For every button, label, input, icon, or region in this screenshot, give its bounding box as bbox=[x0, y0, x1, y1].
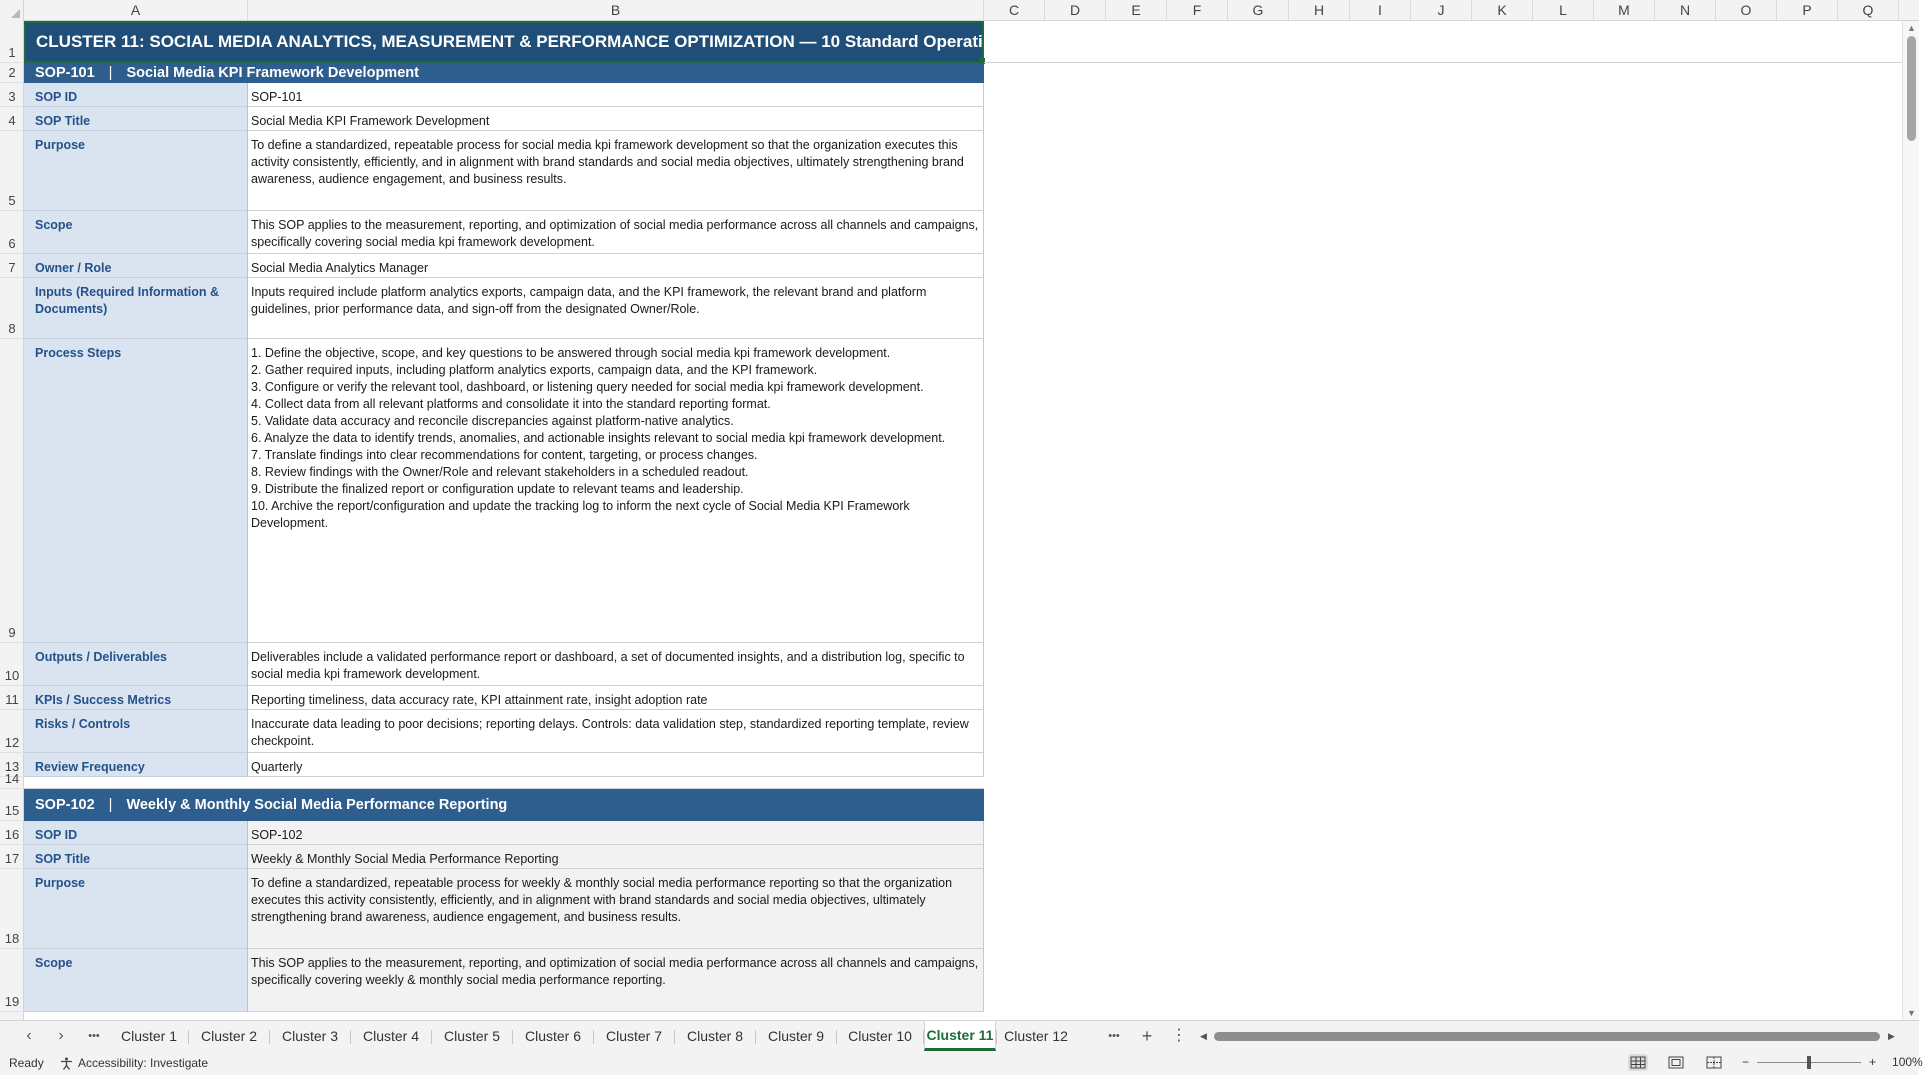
sheet-tab-cluster-12[interactable]: Cluster 12 bbox=[1004, 1028, 1068, 1044]
field-label-cell[interactable]: Process Steps bbox=[24, 339, 248, 643]
sop-field-row bbox=[24, 339, 984, 643]
row-number: 13 bbox=[4, 759, 20, 774]
field-label-cell[interactable]: Risks / Controls bbox=[24, 710, 248, 753]
row-number: 14 bbox=[4, 771, 20, 786]
sheet-tab-cluster-7[interactable]: Cluster 7 bbox=[605, 1028, 663, 1044]
field-value-cell[interactable]: Inputs required include platform analytics exports, campaign data, and the KPI framework, the relevant brand and platform guidelines, prior performance data, and sign-off from the designated Owner/Role. bbox=[248, 278, 984, 339]
field-label-cell[interactable]: Purpose bbox=[24, 869, 248, 949]
row-header-2[interactable] bbox=[0, 63, 24, 83]
row-header-3[interactable] bbox=[0, 83, 24, 107]
column-header-l[interactable]: L bbox=[1533, 0, 1594, 21]
field-value-cell[interactable]: 1. Define the objective, scope, and key questions to be answered through social media kpi framework development. 2. Gather required inputs, including platform analytics exports, campaign data, and the KPI framework. 3. Configure or verify the relevant tool, dashboard, or listening query needed for social media kpi framework development. 4. Collect data from all relevant platforms and consolidate it into the standard reporting format. 5. Validate data accuracy and reconcile discrepancies against platform-native analytics. 6. Analyze the data to identify trends, anomalies, and actionable insights relevant to social media kpi framework development. 7. Translate findings into clear recommendations for content, targeting, or process changes. 8. Review findings with the Owner/Role and relevant stakeholders in a scheduled readout. 9. Distribute the finalized report or configuration update to relevant teams and leadership. 10. Archive the report/configuration and update the tracking log to inform the next cycle of Social Media KPI Framework Development. bbox=[248, 339, 984, 643]
sop-field-row bbox=[24, 83, 984, 107]
row-header-11[interactable] bbox=[0, 686, 24, 710]
sheet-tab-cluster-4[interactable]: Cluster 4 bbox=[362, 1028, 420, 1044]
sop-field-row bbox=[24, 753, 984, 777]
more-sheets-left-button[interactable]: ••• bbox=[88, 1030, 100, 1042]
column-header-j[interactable]: J bbox=[1411, 0, 1472, 21]
sheet-options-button[interactable]: ⋮ bbox=[1171, 1027, 1187, 1044]
sop-banner-id: SOP-102 bbox=[35, 797, 95, 813]
row-header-6[interactable] bbox=[0, 211, 24, 254]
field-value-cell[interactable]: SOP-101 bbox=[248, 83, 984, 107]
sop-field-row bbox=[24, 869, 984, 949]
cluster-title-cell[interactable]: CLUSTER 11: SOCIAL MEDIA ANALYTICS, MEASUREMENT & PERFORMANCE OPTIMIZATION — 10 Standard Operating Pr bbox=[24, 21, 984, 63]
row-number: 12 bbox=[4, 735, 20, 750]
field-label-cell[interactable]: Purpose bbox=[24, 131, 248, 211]
field-value-cell[interactable]: SOP-102 bbox=[248, 821, 984, 845]
sop-section-banner[interactable] bbox=[24, 63, 984, 83]
scroll-right-icon[interactable]: ▶ bbox=[1888, 1031, 1895, 1041]
accessibility-icon bbox=[60, 1057, 73, 1070]
sheet-tab-cluster-10[interactable]: Cluster 10 bbox=[848, 1028, 912, 1044]
row-header-15[interactable] bbox=[0, 789, 24, 821]
vertical-scroll-thumb[interactable] bbox=[1907, 36, 1916, 141]
sop-field-row bbox=[24, 845, 984, 869]
column-header-k[interactable]: K bbox=[1472, 0, 1533, 21]
select-all-corner[interactable] bbox=[0, 0, 24, 21]
chevron-right-icon[interactable]: › bbox=[58, 1027, 64, 1044]
field-label-cell[interactable]: Outputs / Deliverables bbox=[24, 643, 248, 686]
sop-field-row bbox=[24, 254, 984, 278]
row-number: 4 bbox=[8, 113, 16, 128]
worksheet-grid[interactable] bbox=[24, 21, 1902, 1020]
normal-view-icon[interactable] bbox=[1628, 1054, 1648, 1071]
row-number: 17 bbox=[4, 851, 20, 866]
horizontal-scroll-thumb[interactable] bbox=[1214, 1032, 1880, 1041]
gridline bbox=[984, 62, 1902, 63]
sop-banner-id: SOP-101 bbox=[35, 65, 95, 81]
zoom-control bbox=[1742, 1055, 1923, 1069]
add-sheet-button[interactable]: + bbox=[1141, 1026, 1153, 1046]
sop-field-row bbox=[24, 949, 984, 1012]
sheet-tab-bar bbox=[0, 1020, 1919, 1051]
sop-field-row bbox=[24, 643, 984, 686]
row-header-10[interactable] bbox=[0, 643, 24, 686]
sop-field-row bbox=[24, 710, 984, 753]
column-header-b[interactable]: B bbox=[248, 0, 984, 21]
column-header-m[interactable]: M bbox=[1594, 0, 1655, 21]
row-number: 7 bbox=[8, 260, 16, 275]
more-sheets-right-button[interactable]: ••• bbox=[1108, 1030, 1120, 1042]
row-number: 15 bbox=[4, 803, 20, 818]
sheet-tab-cluster-8[interactable]: Cluster 8 bbox=[686, 1028, 744, 1044]
column-header-o[interactable]: O bbox=[1716, 0, 1777, 21]
sheet-tab-cluster-6[interactable]: Cluster 6 bbox=[524, 1028, 582, 1044]
field-value-cell[interactable]: To define a standardized, repeatable process for weekly & monthly social media performance reporting so that the organization executes this activity consistently, efficiently, and in alignment with brand standards and social media objectives, ultimately strengthening brand awareness, audience engagement, and business results. bbox=[248, 869, 984, 949]
row-header-8[interactable] bbox=[0, 278, 24, 339]
empty-row[interactable] bbox=[24, 777, 984, 789]
row-header-17[interactable] bbox=[0, 845, 24, 869]
row-number: 2 bbox=[8, 65, 16, 80]
row-number: 8 bbox=[8, 321, 16, 336]
zoom-level[interactable]: 100% bbox=[1892, 1055, 1923, 1069]
row-header-bar bbox=[0, 21, 24, 1020]
sop-field-row bbox=[24, 131, 984, 211]
accessibility-status[interactable] bbox=[60, 1056, 208, 1070]
field-value-cell[interactable]: Weekly & Monthly Social Media Performance Reporting bbox=[248, 845, 984, 869]
field-value-cell[interactable]: Inaccurate data leading to poor decisions; reporting delays. Controls: data validation step, standardized reporting template, review checkpoint. bbox=[248, 710, 984, 753]
field-label-cell[interactable]: KPIs / Success Metrics bbox=[24, 686, 248, 710]
field-label-cell[interactable]: SOP Title bbox=[24, 107, 248, 131]
field-value-cell[interactable]: Quarterly bbox=[248, 753, 984, 777]
row-number: 6 bbox=[8, 236, 16, 251]
field-label-cell[interactable]: Owner / Role bbox=[24, 254, 248, 278]
scroll-left-icon[interactable]: ◀ bbox=[1200, 1031, 1207, 1041]
sop-field-row bbox=[24, 686, 984, 710]
column-header-f[interactable]: F bbox=[1167, 0, 1228, 21]
page-break-view-icon[interactable] bbox=[1704, 1054, 1724, 1071]
sheet-tab-cluster-5[interactable]: Cluster 5 bbox=[443, 1028, 501, 1044]
field-label-cell[interactable]: SOP ID bbox=[24, 821, 248, 845]
field-value-cell[interactable]: Social Media KPI Framework Development bbox=[248, 107, 984, 131]
sop-banner-name: Social Media KPI Framework Development bbox=[126, 65, 419, 81]
status-bar bbox=[0, 1051, 1923, 1075]
zoom-slider[interactable] bbox=[1757, 1062, 1861, 1063]
field-value-cell[interactable]: Deliverables include a validated performance report or dashboard, a set of documented insights, and a distribution log, specific to social media kpi framework development. bbox=[248, 643, 984, 686]
column-header-c[interactable]: C bbox=[984, 0, 1045, 21]
column-header-a[interactable]: A bbox=[24, 0, 248, 21]
sop-field-row bbox=[24, 821, 984, 845]
field-value-cell[interactable]: This SOP applies to the measurement, reporting, and optimization of social media performance across all channels and campaigns, specifically covering social media kpi framework development. bbox=[248, 211, 984, 254]
row-header-9[interactable] bbox=[0, 339, 24, 643]
status-ready-text: Ready bbox=[9, 1056, 44, 1070]
row-number: 5 bbox=[8, 193, 16, 208]
sop-banner-separator: | bbox=[108, 797, 113, 813]
field-value-cell[interactable]: This SOP applies to the measurement, reporting, and optimization of social media performance across all channels and campaigns, specifically covering weekly & monthly social media performance reporting. bbox=[248, 949, 984, 1012]
row-number: 1 bbox=[8, 45, 16, 60]
scroll-up-icon[interactable]: ▲ bbox=[1907, 23, 1916, 33]
column-header-d[interactable]: D bbox=[1045, 0, 1106, 21]
sheet-tab-cluster-1[interactable]: Cluster 1 bbox=[120, 1028, 178, 1044]
row-header-4[interactable] bbox=[0, 107, 24, 131]
column-header-bar bbox=[0, 0, 1919, 21]
row-number: 10 bbox=[4, 668, 20, 683]
row-number: 3 bbox=[8, 89, 16, 104]
row-header-16[interactable] bbox=[0, 821, 24, 845]
row-header-14[interactable] bbox=[0, 771, 24, 789]
row-header-5[interactable] bbox=[0, 131, 24, 211]
horizontal-scrollbar[interactable] bbox=[1200, 1029, 1900, 1044]
sop-banner-name: Weekly & Monthly Social Media Performance Reporting bbox=[126, 797, 508, 813]
column-header-q[interactable]: Q bbox=[1838, 0, 1899, 21]
row-number: 11 bbox=[5, 692, 19, 707]
field-label-cell[interactable]: Inputs (Required Information & Documents) bbox=[24, 278, 248, 339]
sop-field-row bbox=[24, 278, 984, 339]
zoom-out-button[interactable]: − bbox=[1742, 1055, 1750, 1069]
vertical-scrollbar[interactable] bbox=[1902, 21, 1919, 1020]
row-number: 9 bbox=[8, 625, 16, 640]
row-number: 16 bbox=[4, 827, 20, 842]
sheet-tab-cluster-11[interactable]: Cluster 11 bbox=[924, 1021, 996, 1051]
field-value-cell[interactable]: Social Media Analytics Manager bbox=[248, 254, 984, 278]
field-label-cell[interactable]: SOP ID bbox=[24, 83, 248, 107]
scroll-down-icon[interactable]: ▼ bbox=[1907, 1008, 1916, 1018]
field-label-cell[interactable]: Scope bbox=[24, 949, 248, 1012]
sop-banner-separator: | bbox=[108, 65, 113, 81]
zoom-in-button[interactable]: + bbox=[1869, 1055, 1877, 1069]
field-value-cell[interactable]: Reporting timeliness, data accuracy rate, KPI attainment rate, insight adoption rate bbox=[248, 686, 984, 710]
column-header-g[interactable]: G bbox=[1228, 0, 1289, 21]
row-header-1[interactable] bbox=[0, 21, 24, 63]
row-header-7[interactable] bbox=[0, 254, 24, 278]
field-label-cell[interactable]: Review Frequency bbox=[24, 753, 248, 777]
column-header-n[interactable]: N bbox=[1655, 0, 1716, 21]
accessibility-label: Accessibility: Investigate bbox=[78, 1056, 209, 1070]
row-number: 19 bbox=[4, 994, 20, 1009]
field-label-cell[interactable]: SOP Title bbox=[24, 845, 248, 869]
sop-section-banner[interactable] bbox=[24, 789, 984, 821]
sheet-tab-cluster-3[interactable]: Cluster 3 bbox=[281, 1028, 339, 1044]
row-header-18[interactable] bbox=[0, 869, 24, 949]
row-number: 18 bbox=[4, 931, 20, 946]
sheet-tab-cluster-2[interactable]: Cluster 2 bbox=[200, 1028, 258, 1044]
column-header-h[interactable]: H bbox=[1289, 0, 1350, 21]
field-label-cell[interactable]: Scope bbox=[24, 211, 248, 254]
sheet-tab-cluster-9[interactable]: Cluster 9 bbox=[767, 1028, 825, 1044]
column-header-i[interactable]: I bbox=[1350, 0, 1411, 21]
column-header-e[interactable]: E bbox=[1106, 0, 1167, 21]
row-header-12[interactable] bbox=[0, 710, 24, 753]
sop-field-row bbox=[24, 107, 984, 131]
field-value-cell[interactable]: To define a standardized, repeatable process for social media kpi framework development so that the organization executes this activity consistently, efficiently, and in alignment with brand standards and social media objectives, ultimately strengthening brand awareness, audience engagement, and business results. bbox=[248, 131, 984, 211]
row-header-19[interactable] bbox=[0, 949, 24, 1012]
view-switcher bbox=[1628, 1054, 1724, 1071]
chevron-left-icon[interactable]: ‹ bbox=[26, 1027, 32, 1044]
column-header-p[interactable]: P bbox=[1777, 0, 1838, 21]
sop-field-row bbox=[24, 211, 984, 254]
page-layout-view-icon[interactable] bbox=[1666, 1054, 1686, 1071]
